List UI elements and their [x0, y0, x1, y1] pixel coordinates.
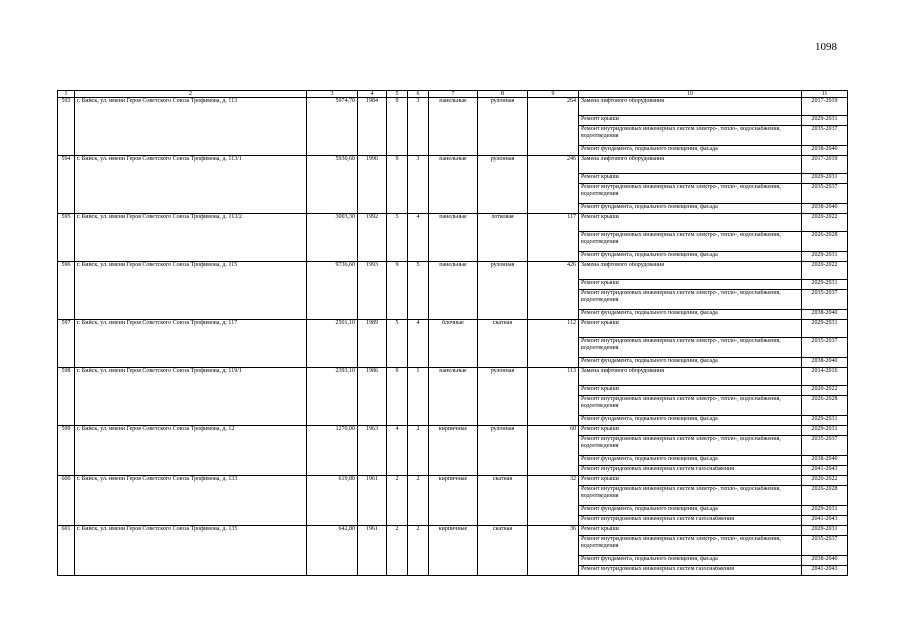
work-type-cell: Ремонт крыши: [579, 476, 802, 486]
walls-material-cell: панельные: [429, 156, 478, 214]
area-cell: 642,80: [307, 526, 358, 576]
table-row: [58, 526, 848, 536]
table-row: [58, 368, 848, 386]
entrances-cell: 3: [408, 156, 429, 214]
col-header: 11: [802, 91, 848, 98]
walls-material-cell: панельные: [429, 98, 478, 156]
row-number: 601: [58, 526, 75, 576]
floors-cell: 9: [387, 368, 408, 426]
work-period-cell: 2029-2031: [802, 320, 848, 338]
area-cell: 9736,60: [307, 262, 358, 320]
walls-material-cell: кирпичные: [429, 426, 478, 476]
work-period-cell: 2029-2031: [802, 526, 848, 536]
work-period-cell: 2017-2019: [802, 156, 848, 174]
roof-type-cell: скатная: [478, 476, 528, 526]
walls-material-cell: кирпичные: [429, 526, 478, 576]
entrances-cell: 1: [408, 368, 429, 426]
work-period-cell: 2026-2028: [802, 396, 848, 416]
work-type-cell: Ремонт фундамента, подвального помещения, фасада: [579, 204, 802, 214]
work-period-cell: 2029-2031: [802, 280, 848, 290]
walls-material-cell: кирпичные: [429, 476, 478, 526]
work-period-cell: 2035-2037: [802, 184, 848, 204]
row-number: 600: [58, 476, 75, 526]
work-type-cell: Замена лифтового оборудования: [579, 156, 802, 174]
row-number: 599: [58, 426, 75, 476]
work-type-cell: Ремонт крыши: [579, 116, 802, 126]
residents-cell: 60: [528, 426, 579, 476]
work-period-cell: 2029-2031: [802, 426, 848, 436]
roof-type-cell: рулонная: [478, 368, 528, 426]
address-cell: г. Бийск, ул. имени Героя Советского Союза Трофимова, д. 119/1: [75, 368, 307, 426]
entrances-cell: 4: [408, 214, 429, 262]
work-type-cell: Ремонт внутридомовых инженерных систем электро-, тепло-, водоснабжения, водоотведения: [579, 436, 802, 456]
work-period-cell: 2041-2043: [802, 566, 848, 576]
work-type-cell: Ремонт фундамента, подвального помещения, фасада: [579, 456, 802, 466]
work-period-cell: 2038-2040: [802, 204, 848, 214]
work-period-cell: 2029-2031: [802, 174, 848, 184]
work-type-cell: Ремонт внутридомовых инженерных систем электро-, тепло-, водоснабжения, водоотведения: [579, 126, 802, 146]
entrances-cell: 2: [408, 526, 429, 576]
work-period-cell: 2038-2040: [802, 556, 848, 566]
work-period-cell: 2038-2040: [802, 456, 848, 466]
table-row: [58, 156, 848, 174]
roof-type-cell: скатная: [478, 526, 528, 576]
table-row: [58, 476, 848, 486]
col-header: 4: [358, 91, 387, 98]
work-type-cell: Ремонт фундамента, подвального помещения, фасада: [579, 416, 802, 426]
area-cell: 5930,60: [307, 156, 358, 214]
repair-schedule-table: [57, 90, 848, 576]
address-cell: г. Бийск, ул. имени Героя Советского Союза Трофимова, д. 117: [75, 320, 307, 368]
row-number: 595: [58, 214, 75, 262]
work-type-cell: Ремонт фундамента, подвального помещения, фасада: [579, 146, 802, 156]
col-header: 10: [579, 91, 802, 98]
row-number: 596: [58, 262, 75, 320]
roof-type-cell: скатная: [478, 320, 528, 368]
work-type-cell: Ремонт крыши: [579, 280, 802, 290]
work-type-cell: Ремонт внутридомовых инженерных систем электро-, тепло-, водоснабжения, водоотведения: [579, 184, 802, 204]
column-number-row: [58, 91, 848, 98]
entrances-cell: 5: [408, 262, 429, 320]
entrances-cell: 4: [408, 320, 429, 368]
work-period-cell: 2026-2028: [802, 232, 848, 252]
work-type-cell: Ремонт крыши: [579, 426, 802, 436]
work-type-cell: Ремонт внутридомовых инженерных систем электро-, тепло-, водоснабжения, водоотведения: [579, 232, 802, 252]
floors-cell: 5: [387, 320, 408, 368]
table-row: [58, 426, 848, 436]
area-cell: 2501,10: [307, 320, 358, 368]
roof-type-cell: рулонная: [478, 426, 528, 476]
work-period-cell: 2029-2031: [802, 416, 848, 426]
work-type-cell: Замена лифтового оборудования: [579, 368, 802, 386]
col-header: 3: [307, 91, 358, 98]
work-period-cell: 2014-2016: [802, 368, 848, 386]
work-type-cell: Ремонт фундамента, подвального помещения, фасада: [579, 252, 802, 262]
work-period-cell: 2038-2040: [802, 146, 848, 156]
year-cell: 1963: [358, 426, 387, 476]
residents-cell: 112: [528, 320, 579, 368]
work-period-cell: 2029-2031: [802, 506, 848, 516]
residents-cell: 264: [528, 98, 579, 156]
work-period-cell: 2035-2037: [802, 290, 848, 310]
work-type-cell: Ремонт внутридомовых инженерных систем газоснабжения: [579, 516, 802, 526]
work-period-cell: 2020-2022: [802, 262, 848, 280]
work-type-cell: Ремонт фундамента, подвального помещения, фасада: [579, 556, 802, 566]
work-type-cell: Ремонт внутридомовых инженерных систем электро-, тепло-, водоснабжения, водоотведения: [579, 290, 802, 310]
area-cell: 619,80: [307, 476, 358, 526]
work-type-cell: Ремонт крыши: [579, 526, 802, 536]
residents-cell: 117: [528, 214, 579, 262]
walls-material-cell: панельные: [429, 214, 478, 262]
table-row: [58, 320, 848, 338]
work-type-cell: Ремонт внутридомовых инженерных систем электро-, тепло-, водоснабжения, водоотведения: [579, 486, 802, 506]
row-number: 593: [58, 98, 75, 156]
col-header: 2: [75, 91, 307, 98]
page-number: 1098: [815, 41, 837, 53]
work-period-cell: 2020-2022: [802, 476, 848, 486]
work-period-cell: 2029-2031: [802, 252, 848, 262]
area-cell: 2393,10: [307, 368, 358, 426]
year-cell: 1990: [358, 156, 387, 214]
table-row: [58, 214, 848, 232]
row-number: 598: [58, 368, 75, 426]
roof-type-cell: рулонная: [478, 156, 528, 214]
address-cell: г. Бийск, ул. имени Героя Советского Союза Трофимова, д. 12: [75, 426, 307, 476]
work-type-cell: Ремонт крыши: [579, 320, 802, 338]
work-type-cell: Замена лифтового оборудования: [579, 98, 802, 116]
year-cell: 1989: [358, 320, 387, 368]
work-type-cell: Ремонт крыши: [579, 214, 802, 232]
floors-cell: 9: [387, 98, 408, 156]
year-cell: 1992: [358, 214, 387, 262]
residents-cell: 246: [528, 156, 579, 214]
work-period-cell: 2017-2019: [802, 98, 848, 116]
col-header: 9: [528, 91, 579, 98]
floors-cell: 2: [387, 526, 408, 576]
roof-type-cell: лотковая: [478, 214, 528, 262]
work-period-cell: 2026-2028: [802, 486, 848, 506]
address-cell: г. Бийск, ул. имени Героя Советского Союза Трофимова, д. 115: [75, 262, 307, 320]
entrances-cell: 3: [408, 98, 429, 156]
work-period-cell: 2041-2043: [802, 516, 848, 526]
entrances-cell: 2: [408, 476, 429, 526]
work-period-cell: 2035-2037: [802, 536, 848, 556]
work-type-cell: Ремонт фундамента, подвального помещения, фасада: [579, 310, 802, 320]
work-type-cell: Ремонт внутридомовых инженерных систем газоснабжения: [579, 466, 802, 476]
col-header: 1: [58, 91, 75, 98]
residents-cell: 113: [528, 368, 579, 426]
walls-material-cell: блочные: [429, 320, 478, 368]
work-period-cell: 2035-2037: [802, 126, 848, 146]
residents-cell: 426: [528, 262, 579, 320]
residents-cell: 36: [528, 526, 579, 576]
walls-material-cell: панельные: [429, 262, 478, 320]
work-period-cell: 2041-2043: [802, 466, 848, 476]
year-cell: 1961: [358, 476, 387, 526]
work-period-cell: 2035-2037: [802, 436, 848, 456]
work-period-cell: 2020-2022: [802, 386, 848, 396]
row-number: 594: [58, 156, 75, 214]
year-cell: 1961: [358, 526, 387, 576]
work-type-cell: Ремонт фундамента, подвального помещения, фасада: [579, 506, 802, 516]
year-cell: 1986: [358, 368, 387, 426]
col-header: 5: [387, 91, 408, 98]
address-cell: г. Бийск, ул. имени Героя Советского Союза Трофимова, д. 113: [75, 98, 307, 156]
work-type-cell: Ремонт внутридомовых инженерных систем газоснабжения: [579, 566, 802, 576]
work-type-cell: Ремонт внутридомовых инженерных систем электро-, тепло-, водоснабжения, водоотведения: [579, 338, 802, 358]
col-header: 7: [429, 91, 478, 98]
work-period-cell: 2038-2040: [802, 358, 848, 368]
work-period-cell: 2035-2037: [802, 338, 848, 358]
work-period-cell: 2029-2031: [802, 116, 848, 126]
year-cell: 1984: [358, 98, 387, 156]
roof-type-cell: рулонная: [478, 262, 528, 320]
work-type-cell: Ремонт крыши: [579, 174, 802, 184]
row-number: 597: [58, 320, 75, 368]
work-type-cell: Замена лифтового оборудования: [579, 262, 802, 280]
area-cell: 5974,70: [307, 98, 358, 156]
work-type-cell: Ремонт крыши: [579, 386, 802, 396]
work-period-cell: 2038-2040: [802, 310, 848, 320]
address-cell: г. Бийск, ул. имени Героя Советского Союза Трофимова, д. 133: [75, 476, 307, 526]
work-type-cell: Ремонт фундамента, подвального помещения, фасада: [579, 358, 802, 368]
col-header: 8: [478, 91, 528, 98]
table-row: [58, 262, 848, 280]
work-type-cell: Ремонт внутридомовых инженерных систем электро-, тепло-, водоснабжения, водоотведения: [579, 396, 802, 416]
year-cell: 1993: [358, 262, 387, 320]
work-type-cell: Ремонт внутридомовых инженерных систем электро-, тепло-, водоснабжения, водоотведения: [579, 536, 802, 556]
floors-cell: 5: [387, 214, 408, 262]
address-cell: г. Бийск, ул. имени Героя Советского Союза Трофимова, д. 113/2: [75, 214, 307, 262]
floors-cell: 2: [387, 476, 408, 526]
floors-cell: 9: [387, 156, 408, 214]
floors-cell: 9: [387, 262, 408, 320]
address-cell: г. Бийск, ул. имени Героя Советского Союза Трофимова, д. 113/1: [75, 156, 307, 214]
col-header: 6: [408, 91, 429, 98]
residents-cell: 32: [528, 476, 579, 526]
walls-material-cell: панельные: [429, 368, 478, 426]
entrances-cell: 2: [408, 426, 429, 476]
address-cell: г. Бийск, ул. имени Героя Советского Союза Трофимова, д. 135: [75, 526, 307, 576]
table-row: [58, 98, 848, 116]
area-cell: 3003,30: [307, 214, 358, 262]
work-period-cell: 2020-2022: [802, 214, 848, 232]
floors-cell: 4: [387, 426, 408, 476]
roof-type-cell: рулонная: [478, 98, 528, 156]
area-cell: 1270,00: [307, 426, 358, 476]
